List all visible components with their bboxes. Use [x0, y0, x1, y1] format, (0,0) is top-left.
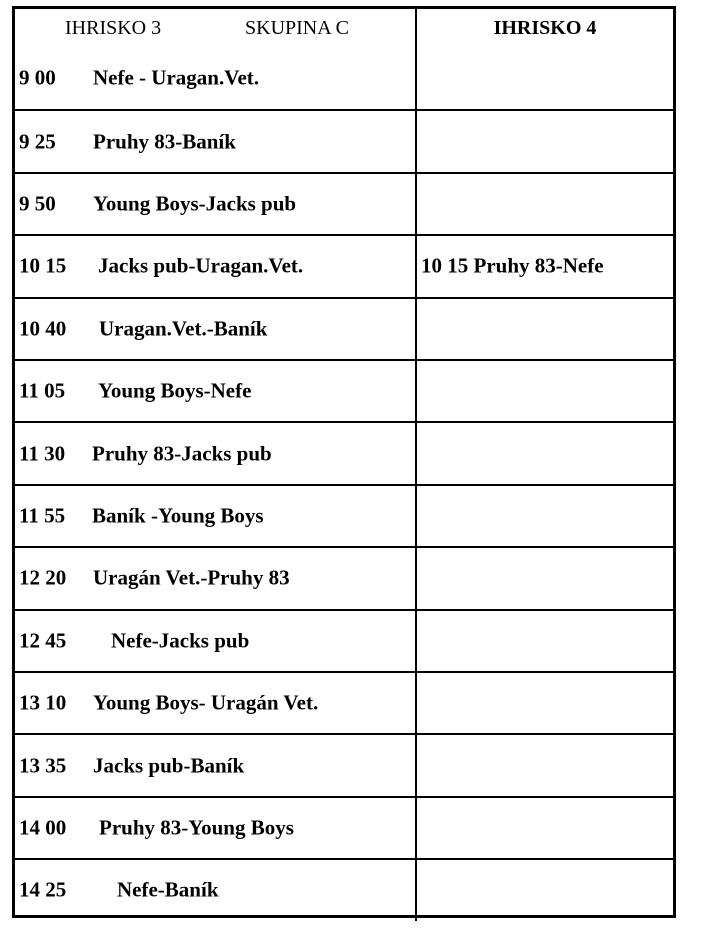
match-time: 11 05: [19, 378, 66, 403]
field-3-cell: [15, 361, 415, 421]
match-teams: Uragan.Vet.-Baník: [99, 316, 268, 341]
table-row: [15, 733, 673, 795]
field-4-cell: [415, 236, 673, 296]
field-4-cell: [415, 673, 673, 733]
table-row: [15, 109, 673, 171]
match-time: 9 00: [19, 65, 56, 90]
field-3-cell: [15, 548, 415, 608]
table-row: [15, 609, 673, 671]
field-4-cell: [415, 486, 673, 546]
field-3-cell: [15, 486, 415, 546]
field-3-cell: [15, 47, 415, 109]
match-time: 14 00: [19, 815, 67, 840]
match-time: 14 25: [19, 877, 67, 902]
table-row: [15, 421, 673, 483]
table-row: [15, 297, 673, 359]
field-4-cell: [415, 548, 673, 608]
field-3-cell: [15, 860, 415, 920]
table-row: [15, 546, 673, 608]
field-3-cell: [15, 299, 415, 359]
group-heading: SKUPINA C: [245, 17, 349, 39]
match-time: 12 45: [19, 628, 67, 653]
field-4-cell: [415, 860, 673, 920]
field-4-cell: [415, 111, 673, 171]
table-row: [15, 484, 673, 546]
field-4-cell: [415, 47, 673, 109]
match-teams: Baník -Young Boys: [92, 503, 264, 528]
match-teams: Young Boys-Jacks pub: [93, 191, 297, 216]
field-4-cell: [415, 299, 673, 359]
field-4-cell: [415, 798, 673, 858]
schedule-table: [12, 6, 676, 918]
match-teams: Young Boys-Nefe: [98, 378, 252, 403]
table-row: [15, 858, 673, 920]
field-3-cell: [15, 423, 415, 483]
match-time: 9 50: [19, 191, 56, 216]
field-3-cell: [15, 611, 415, 671]
match-time: 12 20: [19, 565, 67, 590]
field-3-heading: IHRISKO 3: [65, 17, 162, 39]
table-row: [15, 671, 673, 733]
field-4-heading: IHRISKO 4: [493, 17, 597, 39]
header-cell-right: [415, 9, 673, 47]
field-3-cell: [15, 236, 415, 296]
match-time: 9 25: [19, 129, 56, 154]
match-teams: Nefe-Baník: [117, 877, 219, 902]
match-time: 13 10: [19, 690, 67, 715]
table-row: [15, 359, 673, 421]
match-teams: Uragán Vet.-Pruhy 83: [93, 565, 290, 590]
match-time: 10 40: [19, 316, 67, 341]
table-row: [15, 47, 673, 109]
field-4-match: 10 15 Pruhy 83-Nefe: [421, 253, 604, 278]
match-teams: Pruhy 83-Young Boys: [99, 815, 294, 840]
match-teams: Young Boys- Uragán Vet.: [93, 690, 319, 715]
table-row: [15, 796, 673, 858]
match-time: 11 30: [19, 441, 66, 466]
match-time: 11 55: [19, 503, 66, 528]
field-3-cell: [15, 673, 415, 733]
match-teams: Jacks pub-Baník: [93, 753, 245, 778]
match-teams: Nefe-Jacks pub: [111, 628, 250, 653]
field-4-cell: [415, 735, 673, 795]
match-teams: Pruhy 83-Baník: [93, 129, 236, 154]
match-time: 13 35: [19, 753, 67, 778]
field-4-cell: [415, 361, 673, 421]
field-4-cell: [415, 174, 673, 234]
field-3-cell: [15, 174, 415, 234]
field-3-cell: [15, 735, 415, 795]
header-row: [15, 9, 673, 47]
field-3-cell: [15, 798, 415, 858]
match-teams: Jacks pub-Uragan.Vet.: [98, 253, 304, 278]
table-row: [15, 172, 673, 234]
field-3-cell: [15, 111, 415, 171]
field-4-cell: [415, 423, 673, 483]
table-row: [15, 234, 673, 296]
header-cell-left: [15, 9, 415, 47]
match-teams: Pruhy 83-Jacks pub: [92, 441, 272, 466]
match-teams: Nefe - Uragan.Vet.: [93, 65, 260, 90]
match-time: 10 15: [19, 253, 67, 278]
field-4-cell: [415, 611, 673, 671]
